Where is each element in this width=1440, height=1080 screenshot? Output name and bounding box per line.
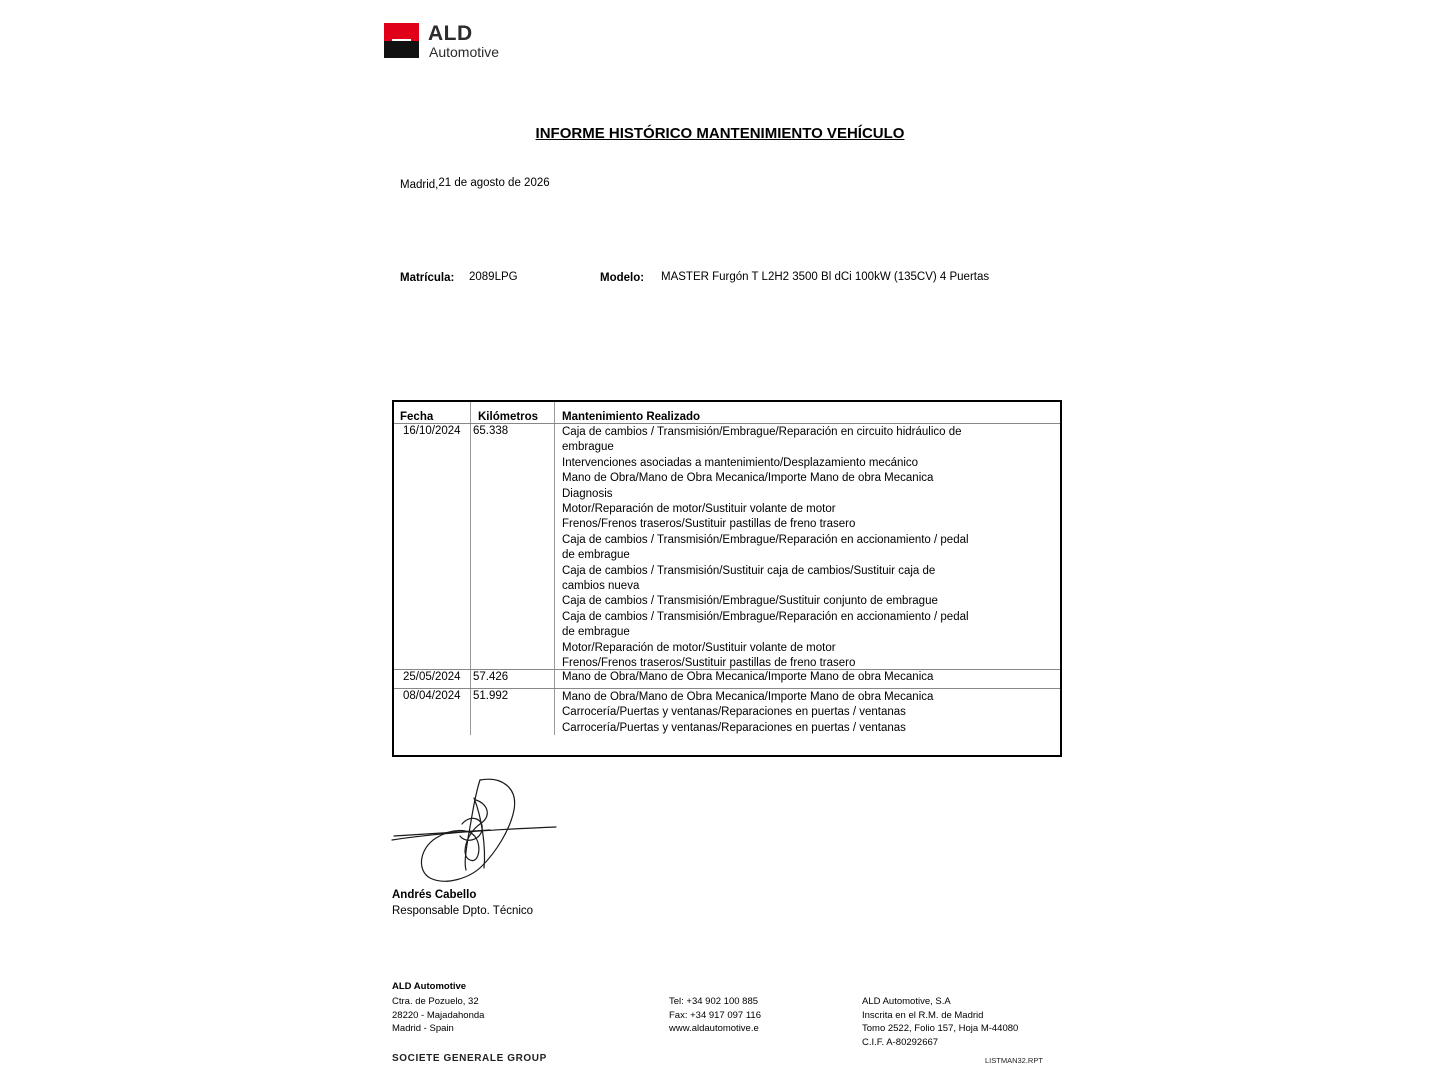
address-line: 28220 - Majadahonda [392,1009,485,1021]
address-line: Madrid - Spain [392,1023,454,1035]
maintenance-line: Motor/Reparación de motor/Sustituir volante de motor [562,641,836,654]
website-link[interactable]: www.aldautomotive.e [669,1023,759,1035]
maintenance-line: embrague [562,441,614,454]
legal-line: C.I.F. A-80292667 [862,1037,939,1049]
plate-value: 2089LPG [469,271,518,283]
maintenance-line: Caja de cambios / Transmisión/Embrague/Reparación en accionamiento / pedal [562,610,969,623]
row-maintenance [562,425,969,672]
maintenance-line: Motor/Reparación de motor/Sustituir volante de motor [562,503,836,516]
maintenance-line: Carrocería/Puertas y ventanas/Reparaciones en puertas / ventanas [562,706,906,719]
header-mantenimiento: Mantenimiento Realizado [562,411,701,423]
document-title-text: INFORME HISTÓRICO MANTENIMIENTO VEHÍCULO [535,125,905,142]
footer-company: ALD Automotive [392,981,467,992]
document-title [0,125,1440,142]
column-divider [470,402,471,735]
signer-role: Responsable Dpto. Técnico [392,905,534,917]
column-divider [554,402,555,735]
maintenance-line: Carrocería/Puertas y ventanas/Reparaciones en puertas / ventanas [562,721,906,734]
header-fecha: Fecha [400,411,434,423]
maintenance-line: Mano de Obra/Mano de Obra Mecanica/Importe Mano de obra Mecanica [562,671,934,683]
row-date: 08/04/2024 [403,690,461,702]
logo-mark-icon [384,23,419,58]
footer-address [392,995,484,1036]
maintenance-line: de embrague [562,549,630,562]
maintenance-line: Mano de Obra/Mano de Obra Mecanica/Importe Mano de obra Mecanica [562,472,934,485]
maintenance-table [392,400,1062,757]
maintenance-line: cambios nueva [562,580,640,593]
row-km: 65.338 [473,425,509,437]
legal-line: ALD Automotive, S.A [862,996,951,1007]
maintenance-line: Mano de Obra/Mano de Obra Mecanica/Importe Mano de obra Mecanica [562,691,934,703]
legal-line: Inscrita en el R.M. de Madrid [862,1009,984,1021]
maintenance-line: Caja de cambios / Transmisión/Embrague/Reparación en accionamiento / pedal [562,533,969,546]
maintenance-line: Frenos/Frenos traseros/Sustituir pastillas de freno trasero [562,657,856,670]
address-line: Ctra. de Pozuelo, 32 [392,996,479,1007]
maintenance-line: Intervenciones asociadas a mantenimiento/Desplazamiento mecánico [562,456,919,469]
maintenance-line: Caja de cambios / Transmisión/Embrague/Sustituir conjunto de embrague [562,595,938,608]
maintenance-line: Caja de cambios / Transmisión/Embrague/Reparación en circuito hidráulico de [562,426,962,438]
maintenance-line: Frenos/Frenos traseros/Sustituir pastillas de freno trasero [562,518,856,531]
plate-label: Matrícula: [400,272,455,284]
model-value: MASTER Furgón T L2H2 3500 Bl dCi 100kW (135CV) 4 Puertas [661,271,990,283]
phone: Tel: +34 902 100 885 [669,996,759,1007]
place-date [400,179,550,191]
signer-name: Andrés Cabello [392,889,477,901]
handwritten-signature [390,778,558,884]
row-maintenance [562,690,933,736]
group-name: SOCIETE GENERALE GROUP [392,1053,547,1064]
footer-contact [669,995,761,1036]
maintenance-line: Diagnosis [562,487,613,500]
legal-line: Tomo 2522, Folio 157, Hoja M-44080 [862,1023,1019,1035]
date: 21 de agosto de 2026 [438,177,550,189]
maintenance-line: Caja de cambios / Transmisión/Sustituir caja de cambios/Sustituir caja de [562,564,936,577]
signature-icon [390,778,558,884]
maintenance-line: de embrague [562,626,630,639]
row-date: 16/10/2024 [403,425,461,437]
logo-name: ALD [428,22,473,45]
model-label: Modelo: [600,272,645,284]
footer-legal [862,995,1018,1050]
row-maintenance [562,670,933,685]
ald-automotive-logo [384,22,514,60]
row-date: 25/05/2024 [403,671,461,683]
place: Madrid, [400,179,439,191]
logo-subname: Automotive [429,44,500,60]
row-km: 57.426 [473,671,509,683]
fax: Fax: +34 917 097 116 [669,1009,761,1021]
row-km: 51.992 [473,690,509,702]
report-code: LISTMAN32.RPT [985,1056,1043,1065]
header-kilometros: Kilómetros [478,411,539,423]
